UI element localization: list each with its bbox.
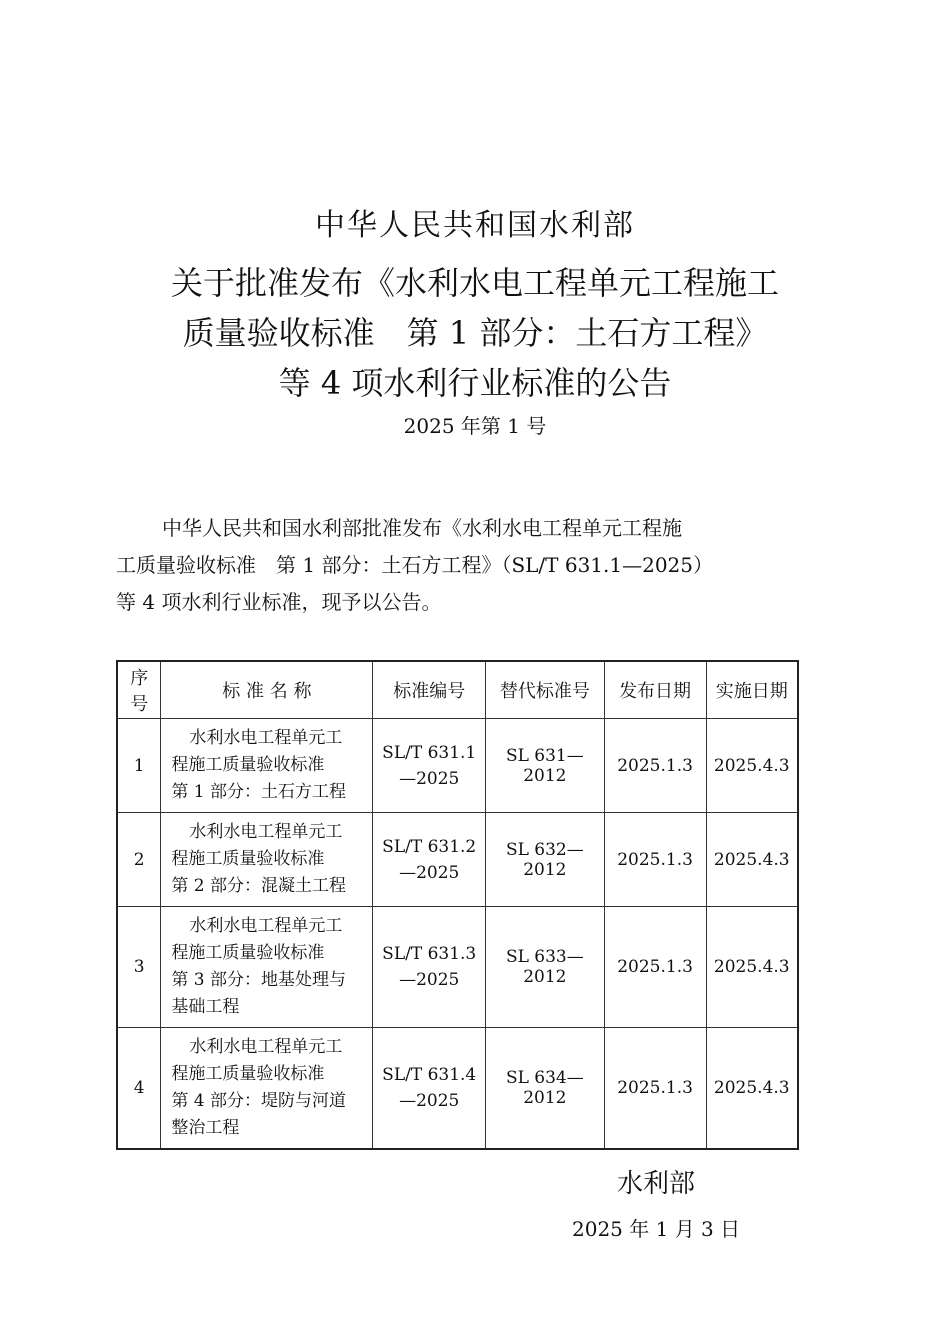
name-line: 程施工质量验收标准 [171, 849, 325, 869]
col-header-publish: 发布日期 [604, 661, 706, 719]
cell-effective: 2025.4.3 [706, 719, 798, 813]
title-line: 关于批准发布《水利水电工程单元工程施工 [170, 264, 779, 302]
cell-name [161, 813, 373, 907]
title-line: 等 4 项水利行业标准的公告 [278, 364, 672, 402]
cell-effective: 2025.4.3 [706, 1028, 798, 1150]
name-line: 程施工质量验收标准 [171, 1064, 325, 1084]
name-line: 第 1 部分：土石方工程 [171, 782, 347, 802]
name-line: 基础工程 [171, 997, 240, 1017]
col-header-name: 标 准 名 称 [161, 661, 373, 719]
name-line: 水利水电工程单元工 [189, 916, 343, 936]
name-line: 水利水电工程单元工 [189, 728, 343, 748]
col-header-replaces: 替代标准号 [486, 661, 605, 719]
cell-publish: 2025.1.3 [604, 907, 706, 1028]
cell-replaces: SL 631—2012 [486, 719, 605, 813]
cell-code [373, 907, 486, 1028]
code-line: —2025 [399, 1091, 460, 1111]
name-line: 第 4 部分：堤防与河道 [171, 1091, 347, 1111]
name-line: 程施工质量验收标准 [171, 755, 325, 775]
cell-publish: 2025.1.3 [604, 813, 706, 907]
table-row [117, 907, 798, 1028]
code-line: SL/T 631.4 [382, 1065, 477, 1085]
code-line: —2025 [399, 862, 460, 883]
cell-replaces: SL 634—2012 [486, 1028, 605, 1150]
cell-publish: 2025.1.3 [604, 1028, 706, 1150]
title-line: 质量验收标准 第 1 部分：土石方工程》 [182, 314, 768, 352]
table-row [117, 719, 798, 813]
code-line: SL/T 631.1 [382, 742, 477, 763]
cell-code [373, 1028, 486, 1150]
code-line: SL/T 631.3 [382, 944, 477, 964]
code-line: —2025 [399, 970, 460, 990]
name-line: 整治工程 [171, 1118, 240, 1138]
cell-code [373, 813, 486, 907]
cell-no: 2 [117, 813, 161, 907]
cell-replaces: SL 632—2012 [486, 813, 605, 907]
cell-no: 3 [117, 907, 161, 1028]
cell-code [373, 719, 486, 813]
signing-organization: 水利部 [617, 1169, 696, 1199]
col-header-effective: 实施日期 [706, 661, 798, 719]
cell-name [161, 1028, 373, 1150]
signing-date: 2025 年 1 月 3 日 [572, 1217, 741, 1241]
table-row [117, 1028, 798, 1150]
cell-publish: 2025.1.3 [604, 719, 706, 813]
col-header-code: 标准编号 [373, 661, 486, 719]
table-header-row [117, 661, 798, 719]
announcement-title [0, 258, 950, 408]
code-line: —2025 [399, 768, 460, 789]
cell-name [161, 719, 373, 813]
body-line: 工质量验收标准 第 1 部分：土石方工程》（SL/T 631.1—2025） [116, 553, 714, 577]
cell-name [161, 907, 373, 1028]
cell-effective: 2025.4.3 [706, 907, 798, 1028]
name-line: 程施工质量验收标准 [171, 943, 325, 963]
name-line: 水利水电工程单元工 [189, 822, 343, 842]
col-header-no: 序号 [117, 661, 161, 719]
cell-no: 1 [117, 719, 161, 813]
cell-replaces: SL 633—2012 [486, 907, 605, 1028]
name-line: 水利水电工程单元工 [189, 1037, 343, 1057]
table-row [117, 813, 798, 907]
standards-table [116, 660, 799, 1150]
body-line: 等 4 项水利行业标准，现予以公告。 [116, 590, 442, 614]
name-line: 第 2 部分：混凝土工程 [171, 876, 347, 896]
code-line: SL/T 631.2 [382, 836, 477, 857]
document-number: 2025 年第 1 号 [403, 414, 547, 438]
cell-effective: 2025.4.3 [706, 813, 798, 907]
name-line: 第 3 部分：地基处理与 [171, 970, 347, 990]
cell-no: 4 [117, 1028, 161, 1150]
announcement-body [116, 510, 806, 621]
body-line: 中华人民共和国水利部批准发布《水利水电工程单元工程施 [162, 516, 682, 540]
issuing-ministry: 中华人民共和国水利部 [315, 208, 635, 243]
